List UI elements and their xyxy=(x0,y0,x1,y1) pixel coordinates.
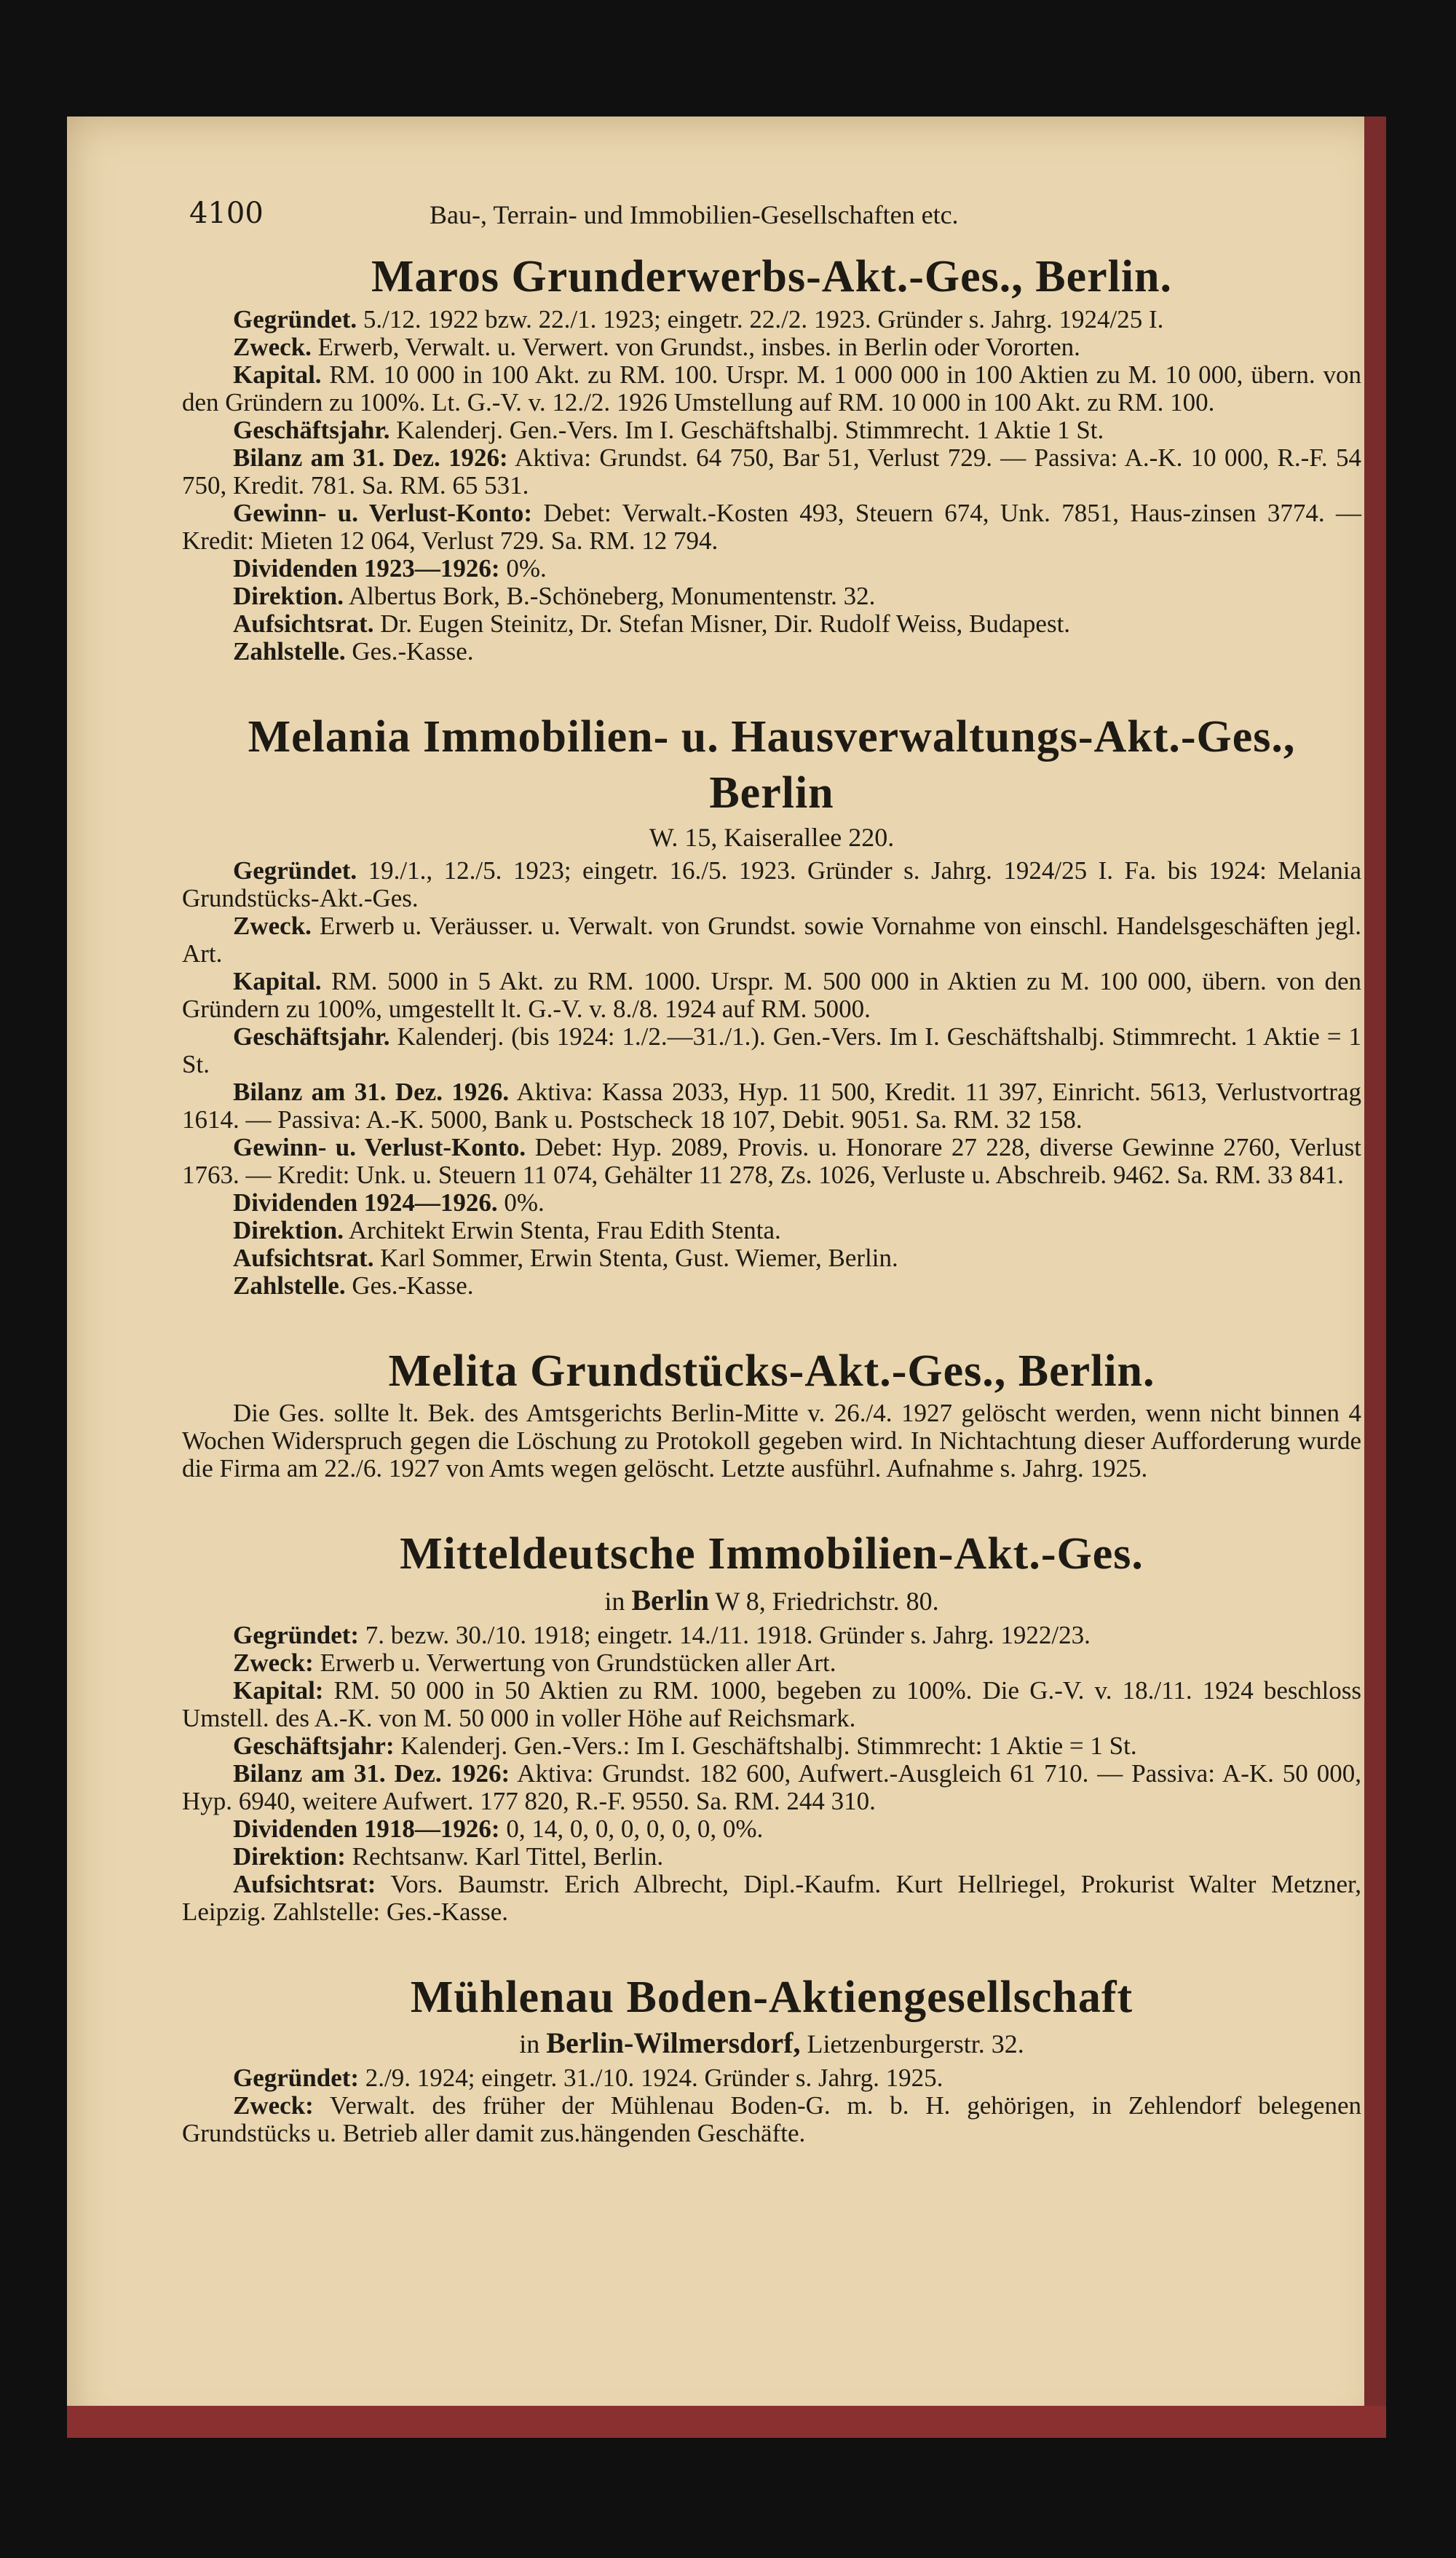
entry-paragraph: Aufsichtsrat: Vors. Baumstr. Erich Albrecht, Dipl.-Kaufm. Kurt Hellriegel, Prokurist Walter Metzner, Leipzig. Zahlstelle: Ges.-Kasse. xyxy=(182,1869,1361,1926)
entry-paragraph: Kapital. RM. 10 000 in 100 Akt. zu RM. 100. Urspr. M. 1 000 000 in 100 Aktien zu M. 10 000, übern. von den Gründern zu 100%. Lt. G.-V. v. 12./2. 1926 Umstellung auf RM. 10 000 in 100 Akt. zu RM. 100. xyxy=(182,360,1362,417)
entry-paragraph: Direktion: Rechtsanw. Karl Tittel, Berlin. xyxy=(233,1841,664,1871)
entry-paragraph: Aufsichtsrat. Karl Sommer, Erwin Stenta, Gust. Wiemer, Berlin. xyxy=(233,1243,898,1272)
entry-paragraph: Gegründet. 5./12. 1922 bzw. 22./1. 1923; eingetr. 22./2. 1923. Gründer s. Jahrg. 1924/25 I. xyxy=(233,304,1164,333)
entry-title: Melita Grundstücks-Akt.-Ges., Berlin. xyxy=(388,1346,1155,1396)
entry-paragraph: Zweck: Verwalt. des früher der Mühlenau Boden-G. m. b. H. gehörigen, in Zehlendorf belegenen Grundstücks u. Betrieb aller damit zus.hängenden Geschäfte. xyxy=(182,2091,1362,2147)
entry-paragraph: Geschäftsjahr: Kalenderj. Gen.-Vers.: Im I. Geschäftshalbj. Stimmrecht: 1 Aktie = 1 St. xyxy=(233,1731,1137,1760)
entry-muehlenau xyxy=(182,1970,1361,2148)
entry-paragraph: Zweck. Erwerb, Verwalt. u. Verwert. von Grundst., insbes. in Berlin oder Vororten. xyxy=(233,332,1080,361)
entry-paragraph: Direktion. Architekt Erwin Stenta, Frau Edith Stenta. xyxy=(233,1215,781,1244)
entry-paragraph: Zweck. Erwerb u. Veräusser. u. Verwalt. von Grundst. sowie Vornahme von einschl. Handelsgeschäften jegl. Art. xyxy=(182,911,1361,968)
book-page xyxy=(67,117,1386,2438)
entry-maros xyxy=(182,249,1361,666)
entry-paragraph: Aufsichtsrat. Dr. Eugen Steinitz, Dr. Stefan Misner, Dir. Rudolf Weiss, Budapest. xyxy=(233,609,1071,638)
entry-paragraph: Dividenden 1923—1926: 0%. xyxy=(233,553,547,583)
entry-location: W. 15, Kaiserallee 220. xyxy=(649,822,895,852)
entry-paragraph: Geschäftsjahr. Kalenderj. Gen.-Vers. Im I. Geschäftshalbj. Stimmrecht. 1 Aktie 1 St. xyxy=(233,415,1104,444)
entry-paragraph: Dividenden 1918—1926: 0, 14, 0, 0, 0, 0, 0, 0, 0%. xyxy=(233,1814,764,1843)
entry-paragraph: Geschäftsjahr. Kalenderj. (bis 1924: 1./2.—31./1.). Gen.-Vers. Im I. Geschäftshalbj. Stimmrecht. 1 Aktie = 1 St. xyxy=(182,1022,1362,1078)
entry-mitteldeutsche xyxy=(182,1526,1361,1926)
entry-melania xyxy=(182,709,1361,1300)
entry-paragraph: Gegründet. 19./1., 12./5. 1923; eingetr. 16./5. 1923. Gründer s. Jahrg. 1924/25 I. Fa. bis 1924: Melania Grundstücks-Akt.-Ges. xyxy=(182,856,1361,912)
entry-paragraph: Gewinn- u. Verlust-Konto: Debet: Verwalt.-Kosten 493, Steuern 674, Unk. 7851, Haus-zinsen 3774. — Kredit: Mieten 12 064, Verlust 729. Sa. RM. 12 794. xyxy=(182,498,1361,555)
entry-paragraph: Kapital. RM. 5000 in 5 Akt. zu RM. 1000. Urspr. M. 500 000 in Aktien zu M. 100 000, übern. von den Gründern zu 100%, umgestellt lt. G.-V. v. 8./8. 1924 auf RM. 5000. xyxy=(182,966,1361,1023)
entry-paragraph: Gegründet: 7. bezw. 30./10. 1918; eingetr. 14./11. 1918. Gründer s. Jahrg. 1922/23. xyxy=(233,1620,1091,1649)
entry-melita xyxy=(182,1343,1361,1483)
entry-location: in Berlin-Wilmersdorf, Lietzenburgerstr. 32. xyxy=(519,2026,1024,2059)
entry-title: Mitteldeutsche Immobilien-Akt.-Ges. xyxy=(400,1529,1144,1579)
entry-paragraph: Dividenden 1924—1926. 0%. xyxy=(233,1188,545,1217)
page-bottom-edge xyxy=(67,2406,1386,2438)
entry-paragraph: Die Ges. sollte lt. Bek. des Amtsgerichts Berlin-Mitte v. 26./4. 1927 gelöscht werden, wenn nicht binnen 4 Wochen Widerspruch gegen die Löschung zu Protokoll gegeben wird. In Nichtachtung dieser Aufforderung wurde die Firma am 22./6. 1927 von Amts wegen gelöscht. Letzte ausführl. Aufnahme s. Jahrg. 1925. xyxy=(182,1399,1361,1483)
entry-title: Mühlenau Boden-Aktiengesellschaft xyxy=(410,1972,1133,2022)
entry-title: Melania Immobilien- u. Hausverwaltungs-Akt.-Ges., Berlin xyxy=(248,711,1296,818)
entry-paragraph: Gegründet: 2./9. 1924; eingetr. 31./10. 1924. Gründer s. Jahrg. 1925. xyxy=(233,2064,943,2092)
entry-paragraph: Bilanz am 31. Dez. 1926: Aktiva: Grundst. 64 750, Bar 51, Verlust 729. — Passiva: A.-K. 10 000, R.-F. 54 750, Kredit. 781. Sa. RM. 65 531. xyxy=(182,443,1361,500)
page-number: 4100 xyxy=(189,197,264,230)
book-spine xyxy=(1364,117,1386,2438)
entry-paragraph: Kapital: RM. 50 000 in 50 Aktien zu RM. 1000, begeben zu 100%. Die G.-V. v. 18./11. 1924 beschloss Umstell. des A.-K. von M. 50 000 in voller Höhe auf Reichsmark. xyxy=(182,1675,1361,1732)
entry-paragraph: Gewinn- u. Verlust-Konto. Debet: Hyp. 2089, Provis. u. Honorare 27 228, diverse Gewinne 2760, Verlust 1763. — Kredit: Unk. u. Steuern 11 074, Gehälter 11 278, Zs. 1026, Verluste u. Abschreib. 9462. Sa. RM. 33 841. xyxy=(182,1132,1361,1189)
page-content xyxy=(182,189,1361,2147)
running-title: Bau-, Terrain- und Immobilien-Gesellschaften etc. xyxy=(430,200,959,229)
entry-paragraph: Zahlstelle. Ges.-Kasse. xyxy=(233,636,474,666)
entry-paragraph: Bilanz am 31. Dez. 1926: Aktiva: Grundst. 182 600, Aufwert.-Ausgleich 61 710. — Passiva: A-K. 50 000, Hyp. 6940, weitere Aufwert. 177 820, R.-F. 9550. Sa. RM. 244 310. xyxy=(182,1758,1361,1815)
entry-title: Maros Grunderwerbs-Akt.-Ges., Berlin. xyxy=(371,252,1173,301)
entry-paragraph: Direktion. Albertus Bork, B.-Schöneberg, Monumentenstr. 32. xyxy=(233,581,876,610)
entry-paragraph: Zahlstelle. Ges.-Kasse. xyxy=(233,1271,474,1300)
entry-paragraph: Bilanz am 31. Dez. 1926. Aktiva: Kassa 2033, Hyp. 11 500, Kredit. 11 397, Einricht. 5613, Verlustvortrag 1614. — Passiva: A.-K. 5000, Bank u. Postscheck 18 107, Debit. 9051. Sa. RM. 32 158. xyxy=(182,1077,1361,1134)
entry-location: in Berlin W 8, Friedrichstr. 80. xyxy=(604,1583,939,1616)
running-header xyxy=(182,189,1361,240)
entry-paragraph: Zweck: Erwerb u. Verwertung von Grundstücken aller Art. xyxy=(233,1648,836,1677)
